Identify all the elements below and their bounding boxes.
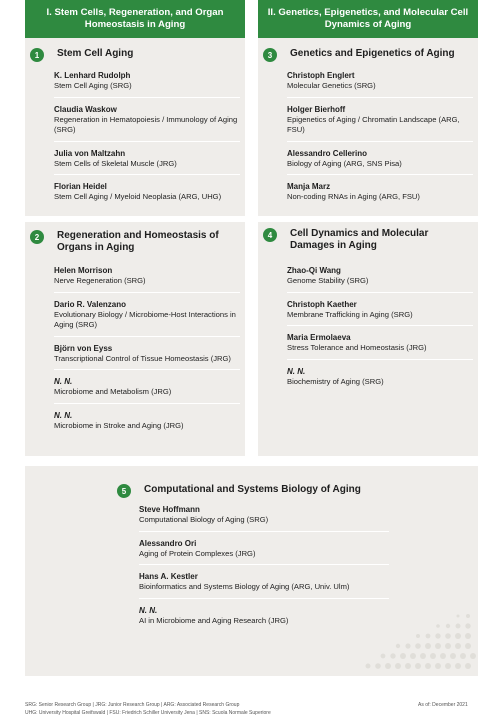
list-item [287, 265, 473, 293]
column-header-genetics: II. Genetics, Epigenetics, and Molecular Cell Dynamics of Aging [258, 0, 478, 38]
group-role: Transcriptional Control of Tissue Homeostasis (JRG) [54, 353, 231, 363]
person-name: N. N. [287, 366, 306, 376]
list-item [139, 504, 389, 532]
list-item [139, 605, 389, 632]
section-number-badge: 3 [263, 48, 277, 62]
person-name: N. N. [54, 377, 73, 386]
group-role: Genome Stability (SRG) [287, 276, 369, 285]
group-role: Microbiome in Stroke and Aging (JRG) [54, 420, 184, 430]
person-name: Hans A. Kestler [139, 572, 198, 581]
group-role: AI in Microbiome and Aging Research (JRG) [139, 615, 289, 625]
person-name: K. Lenhard Rudolph [54, 71, 131, 80]
list-item [54, 343, 240, 371]
footer-legend-line: SRG: Senior Research Group | JRG: Junior Research Group | ARG: Associated Research Group [25, 702, 240, 708]
section-number-badge: 5 [117, 484, 131, 498]
person-name: Helen Morrison [54, 266, 113, 275]
section-number-badge: 4 [263, 228, 277, 242]
group-role: Bioinformatics and Systems Biology of Aging (ARG, Univ. Ulm) [139, 582, 350, 591]
list-item [54, 70, 240, 98]
column-header-stem-cells: I. Stem Cells, Regeneration, and Organ Homeostasis in Aging [25, 0, 245, 38]
person-name: Claudia Waskow [54, 104, 117, 114]
group-role: Stem Cell Aging (SRG) [54, 81, 132, 90]
list-item [54, 181, 240, 208]
list-item [54, 410, 240, 437]
list-item [287, 148, 473, 176]
list-item [287, 70, 473, 98]
section-genetics-epigenetics [258, 38, 478, 216]
list-item [54, 376, 240, 404]
list-item [287, 181, 473, 208]
group-role: Computational Biology of Aging (SRG) [139, 515, 269, 524]
group-role: Nerve Regeneration (SRG) [54, 276, 146, 285]
list-item [54, 299, 240, 337]
person-name: Steve Hoffmann [139, 505, 200, 514]
person-name: Alessandro Ori [139, 538, 197, 548]
group-role: Microbiome and Metabolism (JRG) [54, 387, 172, 396]
person-name: Christoph Kaether [287, 299, 357, 309]
person-name: Florian Heidel [54, 182, 107, 191]
section-cell-dynamics [258, 222, 478, 456]
list-item [54, 265, 240, 293]
section-title: Genetics and Epigenetics of Aging [290, 48, 455, 59]
group-role: Stress Tolerance and Homeostasis (JRG) [287, 343, 427, 352]
list-item [287, 332, 473, 360]
group-role: Molecular Genetics (SRG) [287, 81, 376, 90]
section-computational-systems-biology [25, 466, 478, 676]
footer-date: As of: December 2021 [418, 702, 468, 708]
group-role: Biochemistry of Aging (SRG) [287, 376, 384, 386]
section-stem-cell-aging [25, 38, 245, 216]
person-name: Alessandro Cellerino [287, 148, 368, 158]
group-role: Regeneration in Hematopoiesis / Immunology of Aging (SRG) [54, 114, 238, 134]
group-role: Aging of Protein Complexes (JRG) [139, 548, 256, 558]
person-name: Julia von Maltzahn [54, 148, 126, 158]
person-name: Zhao-Qi Wang [287, 266, 341, 275]
section-title: Regeneration and Homeostasis of Organs in Aging [57, 230, 219, 253]
list-item [54, 104, 240, 142]
list-item [287, 366, 473, 393]
person-name: Christoph Englert [287, 71, 355, 80]
group-role: Stem Cells of Skeletal Muscle (JRG) [54, 158, 177, 168]
group-role: Membrane Trafficking in Aging (SRG) [287, 309, 413, 319]
group-role: Evolutionary Biology / Microbiome-Host Interactions in Aging (SRG) [54, 309, 236, 329]
section-number-badge: 1 [30, 48, 44, 62]
list-item [139, 571, 389, 599]
section-title: Stem Cell Aging [57, 48, 134, 59]
list-item [139, 538, 389, 566]
section-regeneration-homeostasis [25, 222, 245, 456]
person-name: Maria Ermolaeva [287, 333, 351, 342]
person-name: Dario R. Valenzano [54, 299, 127, 309]
list-item [287, 104, 473, 142]
person-name: N. N. [139, 605, 158, 615]
footer-legend-line: UHG: University Hospital Greifswald | FSU: Friedrich Schiller University Jena | SNS: Scuola Normale Superiore [25, 710, 271, 716]
list-item [287, 299, 473, 327]
person-name: Manja Marz [287, 182, 331, 191]
section-title: Cell Dynamics and Molecular Damages in Aging [290, 228, 429, 251]
person-name: Björn von Eyss [54, 343, 113, 353]
group-role: Stem Cell Aging / Myeloid Neoplasia (ARG, UHG) [54, 192, 222, 201]
group-role: Biology of Aging (ARG, SNS Pisa) [287, 158, 402, 168]
list-item [54, 148, 240, 176]
group-role: Epigenetics of Aging / Chromatin Landscape (ARG, FSU) [287, 114, 460, 134]
person-name: N. N. [54, 410, 73, 420]
footer-legend [25, 701, 271, 717]
group-role: Non-coding RNAs in Aging (ARG, FSU) [287, 192, 420, 201]
section-title: Computational and Systems Biology of Aging [144, 484, 361, 495]
person-name: Holger Bierhoff [287, 104, 346, 114]
section-number-badge: 2 [30, 230, 44, 244]
